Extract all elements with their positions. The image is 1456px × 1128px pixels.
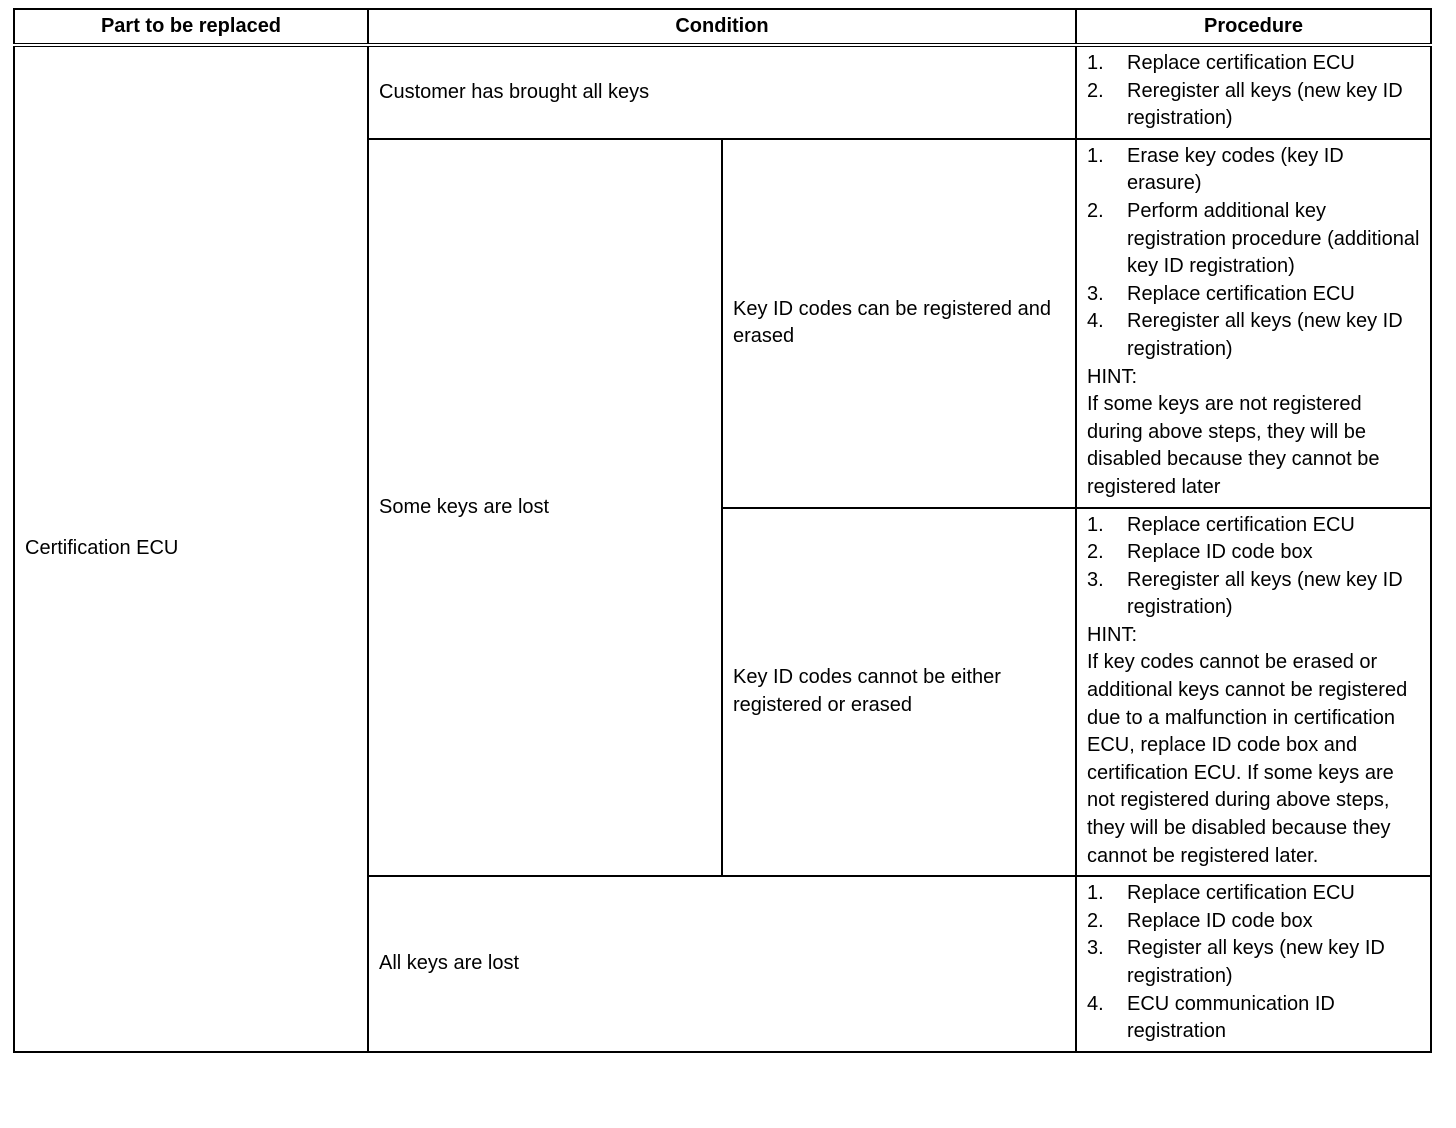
procedure-cell	[1076, 139, 1431, 508]
procedure-step: 1. Erase key codes (key ID erasure)	[1087, 144, 1344, 195]
subcondition-cell: Key ID codes can be registered and erased	[722, 139, 1076, 508]
hint-text: If some keys are not registered during above steps, they will be disabled because they cannot be registered later	[1087, 393, 1380, 498]
hint-label: HINT:	[1087, 623, 1137, 646]
procedure-step: 2. Replace ID code box	[1087, 909, 1313, 932]
header-row	[14, 9, 1431, 45]
procedure-step: 3. Replace certification ECU	[1087, 282, 1355, 305]
condition-cell: Customer has brought all keys	[368, 45, 1076, 139]
procedure-cell	[1076, 508, 1431, 877]
procedure-step: 4. ECU communication ID registration	[1087, 992, 1335, 1043]
procedure-steps	[1087, 880, 1420, 1046]
header-procedure: Procedure	[1076, 9, 1431, 45]
procedure-step: 1. Replace certification ECU	[1087, 52, 1355, 74]
procedure-steps	[1087, 50, 1420, 133]
part-cell: Certification ECU	[14, 45, 368, 1052]
procedure-step: 1. Replace certification ECU	[1087, 513, 1355, 536]
table-row	[14, 45, 1431, 139]
procedure-cell	[1076, 876, 1431, 1052]
procedure-step: 3. Register all keys (new key ID registration)	[1087, 937, 1385, 987]
procedure-step: 4. Reregister all keys (new key ID registration)	[1087, 310, 1403, 360]
procedure-step: 3. Reregister all keys (new key ID registration)	[1087, 568, 1403, 619]
key-registration-table	[13, 8, 1432, 1053]
hint-text: If key codes cannot be erased or additional keys cannot be registered due to a malfunction in certification ECU, replace ID code box and certification ECU. If some keys are not registered during above steps, they will be disabled because they cannot be registered later.	[1087, 651, 1408, 867]
procedure-steps	[1087, 512, 1420, 622]
procedure-steps	[1087, 143, 1420, 364]
header-condition: Condition	[368, 9, 1076, 45]
subcondition-cell: Key ID codes cannot be either registered or erased	[722, 508, 1076, 877]
hint-label: HINT:	[1087, 365, 1137, 388]
condition-cell: All keys are lost	[368, 876, 1076, 1052]
procedure-step: 2. Replace ID code box	[1087, 541, 1313, 564]
header-part: Part to be replaced	[14, 9, 368, 45]
procedure-step: 2. Perform additional key registration procedure (additional key ID registration)	[1087, 199, 1420, 278]
procedure-step: 1. Replace certification ECU	[1087, 882, 1355, 905]
procedure-cell	[1076, 45, 1431, 139]
condition-cell: Some keys are lost	[368, 139, 722, 876]
procedure-step: 2. Reregister all keys (new key ID registration)	[1087, 79, 1403, 130]
